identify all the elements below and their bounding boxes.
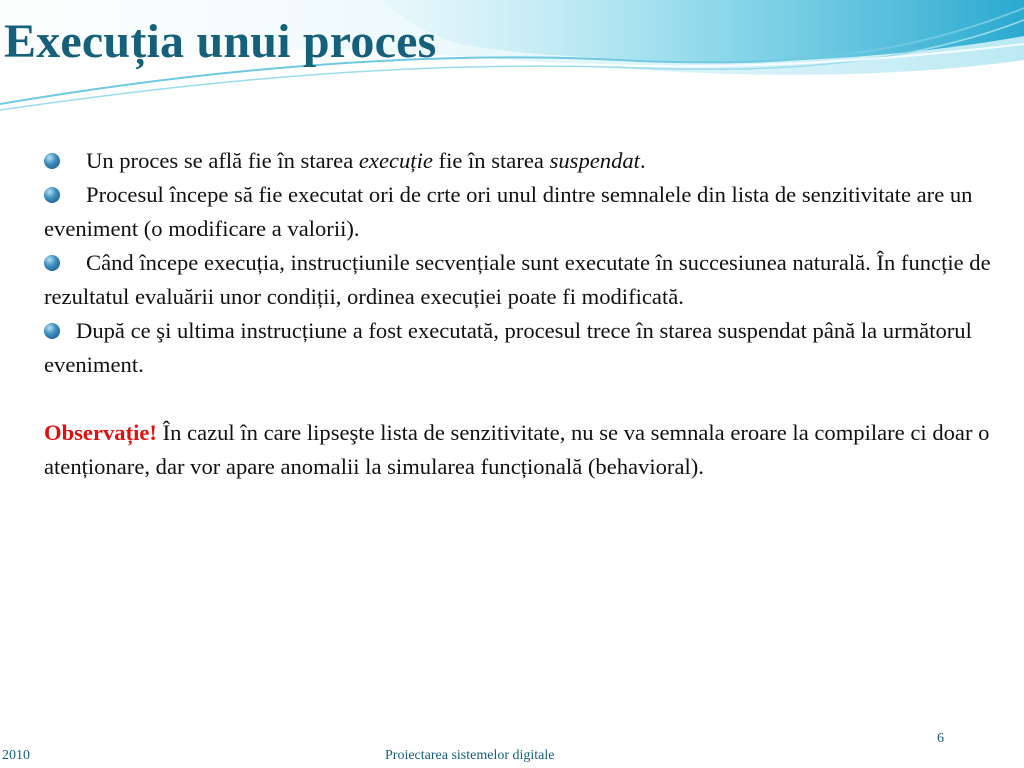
bullet-text: După ce şi ultima instrucțiune a fost executată, procesul trece în starea suspendat până la următorul eveniment.: [44, 318, 972, 377]
bullet-icon: [44, 255, 60, 271]
bullet-text: Un proces se află fie în starea: [86, 148, 359, 173]
bullet-icon: [44, 323, 60, 339]
bullet-text: .: [639, 148, 646, 173]
bullet-icon: [44, 187, 60, 203]
bullet-item: [44, 178, 1010, 246]
bullet-text: fie în starea: [432, 148, 550, 173]
observation-text: În cazul în care lipseşte lista de senzitivitate, nu se va semnala eroare la compilare ci doar o atenționare, dar vor apare anomalii la simularea funcțională (behavioral).: [44, 420, 990, 479]
spacer: [44, 382, 1010, 416]
bullet-item: [44, 314, 1010, 382]
slide-content: [44, 144, 1010, 484]
bullet-item: [44, 144, 1010, 178]
bullet-text: Procesul începe să fie executat ori de crte ori unul dintre semnalele din lista de senzitivitate are un eveniment (o modificare a valorii).: [44, 182, 973, 241]
bullet-item: [44, 246, 1010, 314]
observation-label: Observație!: [44, 420, 157, 445]
bullet-emphasis: suspendat: [549, 148, 640, 173]
footer-year: 2010: [2, 748, 30, 763]
slide-title: Execuția unui proces: [4, 15, 437, 68]
footer-course-title: Proiectarea sistemelor digitale: [385, 748, 555, 763]
bullet-text: Când începe execuția, instrucțiunile secvențiale sunt executate în succesiunea naturală. În funcție de rezultatul evaluării unor condiții, ordinea execuției poate fi modificată.: [44, 250, 991, 309]
observation-paragraph: [44, 416, 1010, 484]
bullet-emphasis: execuție: [358, 148, 433, 173]
page-number: 6: [937, 731, 944, 746]
bullet-icon: [44, 153, 60, 169]
